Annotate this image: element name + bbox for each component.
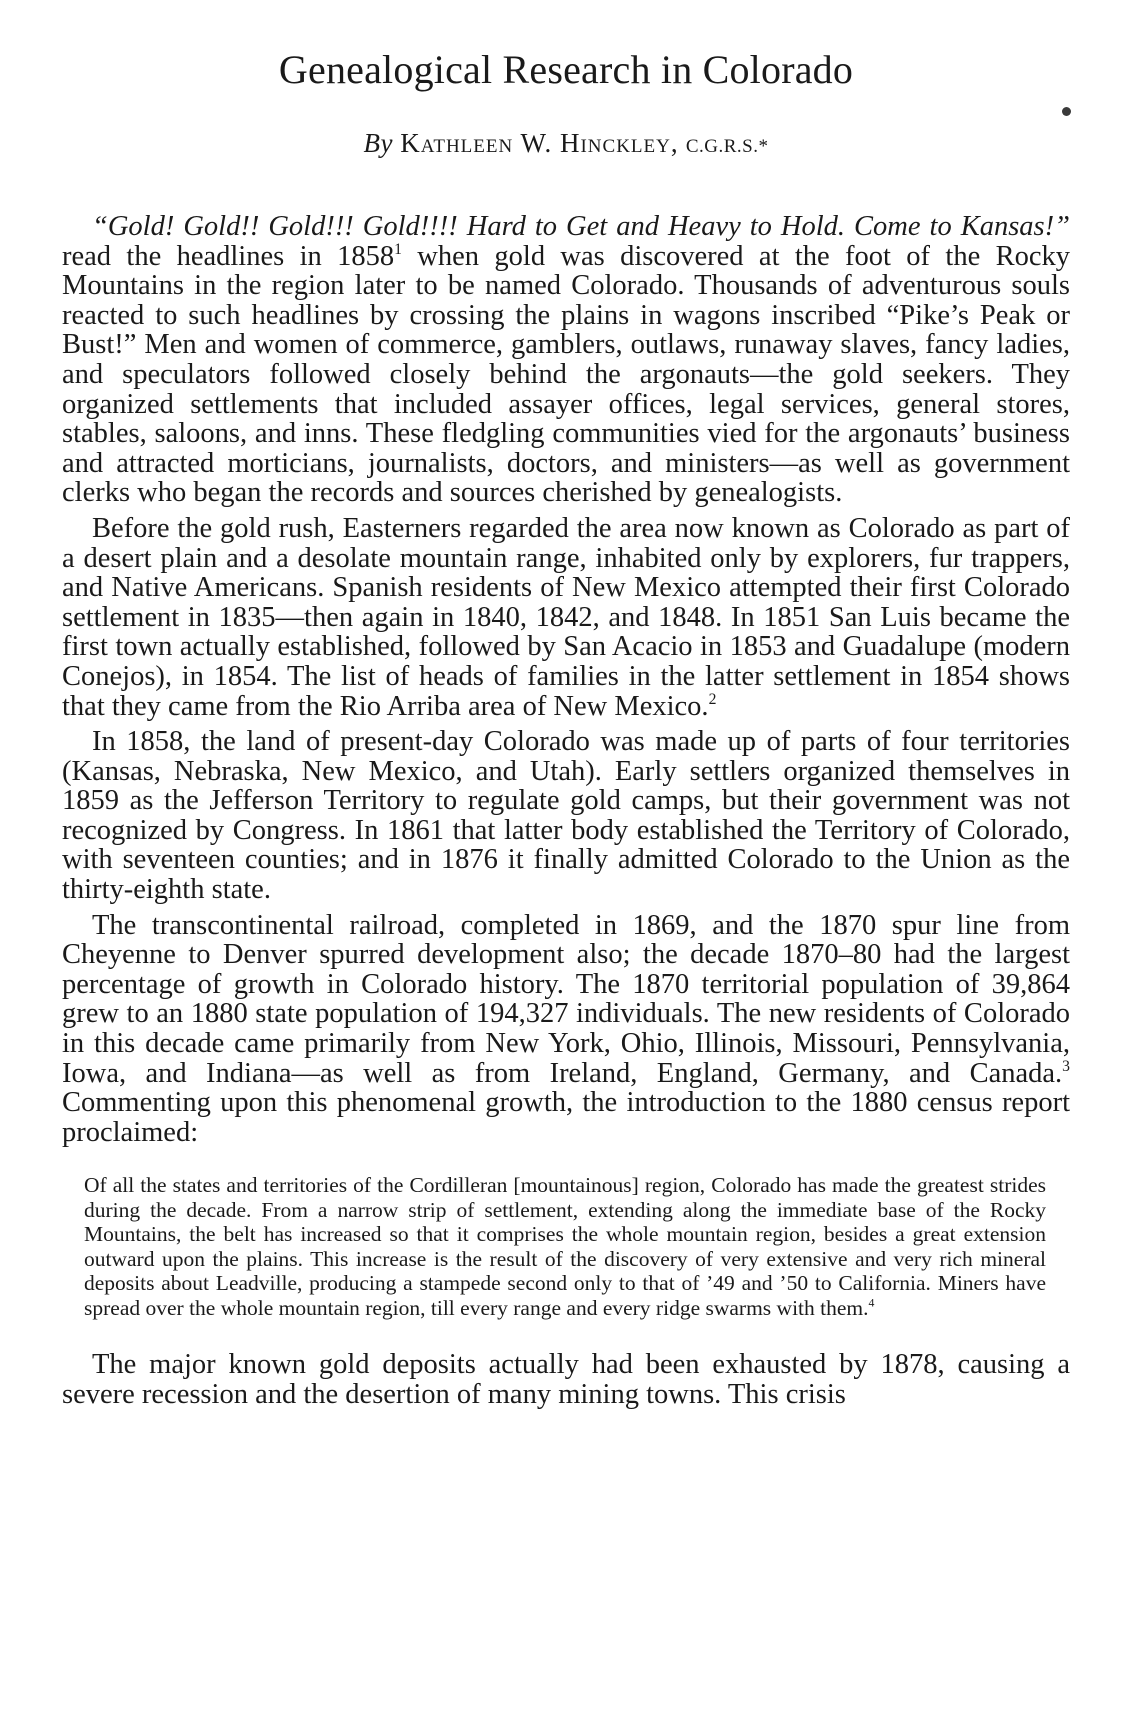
paragraph-2 — [62, 514, 1070, 721]
article-body — [62, 212, 1070, 1410]
paragraph-1 — [62, 212, 1070, 508]
footnote-ref[interactable]: 3 — [1062, 1057, 1070, 1075]
byline — [62, 128, 1070, 159]
block-quote-text: Of all the states and territories of the Cordilleran [mountainous] region, Colorado has made the greatest strides during the decade. From a narrow strip of settlement, extending along the immediate base of the Rocky Mountains, the belt has increased so that it comprises the whole mountain region, besides a great extension outward upon the plains. This increase is the result of the discovery of very extensive and very rich mineral deposits about Leadville, producing a stampede second only to that of ’49 and ’50 to California. Miners have spread over the whole mountain region, till every range and every ridge swarms with them. — [84, 1173, 1046, 1320]
footnote-ref[interactable]: 1 — [394, 240, 402, 258]
paragraph-4 — [62, 911, 1070, 1148]
paragraph-text: read the headlines in 1858 — [62, 240, 395, 272]
census-block-quote — [84, 1173, 1046, 1320]
paragraph-5 — [62, 1350, 1070, 1409]
paragraph-text: The transcontinental railroad, completed in 1869, and the 1870 spur line from Cheyenne to Denver spurred development also; the decade 1870–80 had the largest percentage of growth in Colorado history. The 1870 territorial population of 39,864 grew to an 1880 state population of 194,327 individuals. The new residents of Colorado in this decade came primarily from New York, Ohio, Illinois, Missouri, Pennsylvania, Iowa, and Indiana—as well as from Ireland, England, Germany, and Canada. — [62, 909, 1070, 1089]
headline-quote: “Gold! Gold!! Gold!!! Gold!!!! Hard to Get and Heavy to Hold. Come to Kansas!” — [92, 211, 1070, 242]
paragraph-text: Commenting upon this phenomenal growth, the introduction to the 1880 census report proclaimed: — [62, 1087, 1070, 1148]
paragraph-3 — [62, 727, 1070, 905]
paragraph-text: In 1858, the land of present-day Colorado was made up of parts of four territories (Kansas, Nebraska, New Mexico, and Utah). Early settlers organized themselves in 1859 as the Jefferson Territory to regulate gold camps, but their government was not recognized by Congress. In 1861 that latter body established the Territory of Colorado, with seventeen counties; and in 1876 it finally admitted Colorado to the Union as the thirty-eighth state. — [62, 726, 1070, 906]
scan-dot-mark — [1062, 107, 1071, 116]
byline-by: By — [363, 128, 393, 158]
byline-credentials: C.G.R.S.* — [685, 136, 769, 157]
byline-author: Kathleen W. Hinckley, — [400, 128, 679, 158]
paragraph-text: when gold was discovered at the foot of the Rocky Mountains in the region later to be named Colorado. Thousands of adventurous souls reacted to such headlines by crossing the plains in wagons inscribed “Pike’s Peak or Bust!” Men and women of commerce, gamblers, outlaws, runaway slaves, fancy ladies, and speculators followed closely behind the argonauts—the gold seekers. They organized settlements that included assayer offices, legal services, general stores, stables, saloons, and inns. These fledgling communities vied for the argonauts’ business and attracted morticians, journalists, doctors, and ministers—as well as government clerks who began the records and sources cherished by genealogists. — [62, 240, 1070, 509]
footnote-ref[interactable]: 4 — [868, 1295, 875, 1310]
paragraph-text: Before the gold rush, Easterners regarded the area now known as Colorado as part of a desert plain and a desolate mountain range, inhabited only by explorers, fur trappers, and Native Americans. Spanish residents of New Mexico attempted their first Colorado settlement in 1835—then again in 1840, 1842, and 1848. In 1851 San Luis became the first town actually established, followed by San Acacio in 1853 and Guadalupe (modern Conejos), in 1854. The list of heads of families in the latter settlement in 1854 shows that they came from the Rio Arriba area of New Mexico. — [62, 512, 1070, 722]
footnote-ref[interactable]: 2 — [708, 690, 717, 708]
article-title: Genealogical Research in Colorado — [278, 47, 854, 92]
paragraph-text: The major known gold deposits actually had been exhausted by 1878, causing a severe recession and the desertion of many mining towns. This crisis — [62, 1349, 1070, 1410]
